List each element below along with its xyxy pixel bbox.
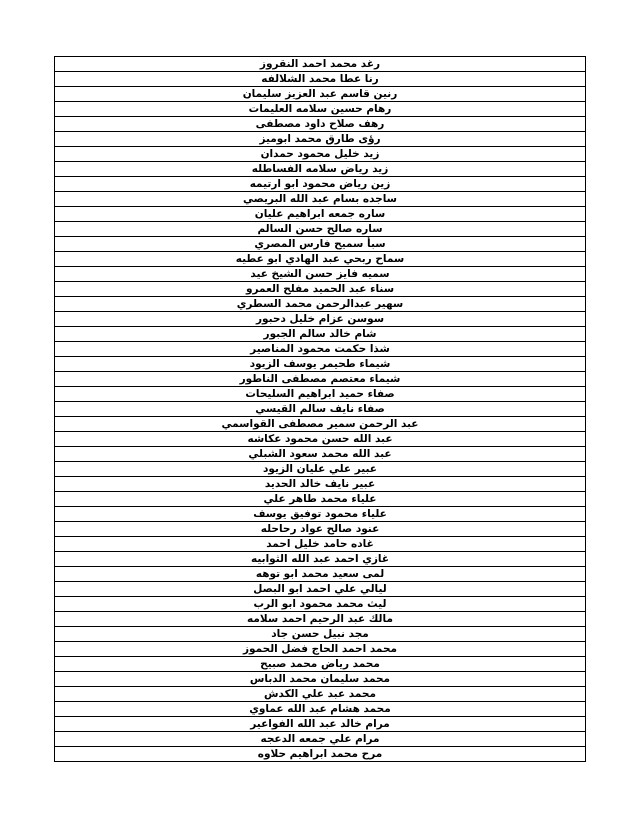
table-row [55, 522, 586, 537]
table-row [55, 72, 586, 87]
name-cell: غاده حامد خليل احمد [55, 537, 586, 552]
table-row [55, 57, 586, 72]
table-row [55, 402, 586, 417]
table-row [55, 612, 586, 627]
name-cell: لمى سعيد محمد ابو توهه [55, 567, 586, 582]
table-row [55, 342, 586, 357]
table-row [55, 567, 586, 582]
table-row [55, 162, 586, 177]
name-cell: ساره جمعه ابراهيم عليان [55, 207, 586, 222]
name-cell: صفاء حميد ابراهيم السليحات [55, 387, 586, 402]
table-row [55, 417, 586, 432]
table-row [55, 642, 586, 657]
name-cell: غازي احمد عبد الله الثوابيه [55, 552, 586, 567]
table-row [55, 732, 586, 747]
name-cell: ساره صالح حسن السالم [55, 222, 586, 237]
name-cell: مرح محمد ابراهيم حلاوه [55, 747, 586, 762]
table-row [55, 447, 586, 462]
name-cell: زين رياض محمود ابو ارتيمه [55, 177, 586, 192]
name-cell: محمد هشام عبد الله عماوي [55, 702, 586, 717]
name-cell: مجد نبيل حسن جاد [55, 627, 586, 642]
name-cell: مرام خالد عبد الله الفواعير [55, 717, 586, 732]
table-row [55, 282, 586, 297]
table-row [55, 597, 586, 612]
name-cell: عبد الله حسن محمود عكاشه [55, 432, 586, 447]
name-cell: شيماء طحيمر يوسف الزيود [55, 357, 586, 372]
name-cell: رنا عطا محمد الشلالفه [55, 72, 586, 87]
name-cell: رهام حسين سلامه العليمات [55, 102, 586, 117]
table-row [55, 207, 586, 222]
names-table [54, 56, 586, 762]
table-row [55, 552, 586, 567]
table-row [55, 117, 586, 132]
table-row [55, 657, 586, 672]
table-row [55, 132, 586, 147]
table-row [55, 312, 586, 327]
name-cell: سوسن عزام خليل دحبور [55, 312, 586, 327]
table-row [55, 102, 586, 117]
table-row [55, 297, 586, 312]
name-cell: رغد محمد احمد النقروز [55, 57, 586, 72]
table-row [55, 492, 586, 507]
table-row [55, 702, 586, 717]
name-cell: محمد عبد علي الكدش [55, 687, 586, 702]
name-cell: صفاء نايف سالم القيسي [55, 402, 586, 417]
name-cell: زيد رياض سلامه الفساطله [55, 162, 586, 177]
table-row [55, 537, 586, 552]
name-cell: محمد رياض محمد صبيح [55, 657, 586, 672]
table-row [55, 267, 586, 282]
table-row [55, 687, 586, 702]
table-row [55, 177, 586, 192]
table-row [55, 477, 586, 492]
name-cell: شذا حكمت محمود المناصير [55, 342, 586, 357]
table-row [55, 387, 586, 402]
name-cell: مالك عبد الرحيم احمد سلامه [55, 612, 586, 627]
name-cell: ليالي علي احمد ابو البصل [55, 582, 586, 597]
table-row [55, 357, 586, 372]
name-cell: ليث محمد محمود ابو الرب [55, 597, 586, 612]
table-row [55, 582, 586, 597]
table-row [55, 432, 586, 447]
name-cell: محمد احمد الحاج فضل الحموز [55, 642, 586, 657]
table-row [55, 372, 586, 387]
table-row [55, 462, 586, 477]
name-cell: عبد الله محمد سعود الشبلي [55, 447, 586, 462]
name-cell: محمد سليمان محمد الدباس [55, 672, 586, 687]
table-row [55, 192, 586, 207]
name-cell: علياء محمد طاهر علي [55, 492, 586, 507]
name-cell: عنود صالح عواد رحاحله [55, 522, 586, 537]
table-row [55, 237, 586, 252]
name-cell: رنين قاسم عبد العزيز سليمان [55, 87, 586, 102]
name-cell: رهف صلاح داود مصطفى [55, 117, 586, 132]
name-cell: علياء محمود توفيق يوسف [55, 507, 586, 522]
table-row [55, 327, 586, 342]
name-cell: زيد خليل محمود حمدان [55, 147, 586, 162]
name-cell: سماح ربحي عبد الهادي ابو عطيه [55, 252, 586, 267]
name-cell: سهير عبدالرحمن محمد السطري [55, 297, 586, 312]
table-row [55, 222, 586, 237]
table-row [55, 717, 586, 732]
name-cell: سناء عبد الحميد مفلح العمرو [55, 282, 586, 297]
name-cell: ساجده بسام عبد الله البريصي [55, 192, 586, 207]
name-cell: شام خالد سالم الجبور [55, 327, 586, 342]
name-cell: عبير علي عليان الزيود [55, 462, 586, 477]
table-row [55, 672, 586, 687]
table-row [55, 87, 586, 102]
name-cell: مرام علي جمعه الدعجه [55, 732, 586, 747]
table-row [55, 627, 586, 642]
name-cell: عبير نايف خالد الحديد [55, 477, 586, 492]
name-cell: سبأ سميح فارس المصري [55, 237, 586, 252]
table-row [55, 747, 586, 762]
name-cell: سميه فايز حسن الشيخ عيد [55, 267, 586, 282]
table-row [55, 252, 586, 267]
name-cell: عبد الرحمن سمير مصطفى القواسمي [55, 417, 586, 432]
names-table-body [55, 57, 586, 762]
table-row [55, 147, 586, 162]
name-cell: شيماء معتصم مصطفى الناطور [55, 372, 586, 387]
name-cell: رؤى طارق محمد ابوميز [55, 132, 586, 147]
table-row [55, 507, 586, 522]
